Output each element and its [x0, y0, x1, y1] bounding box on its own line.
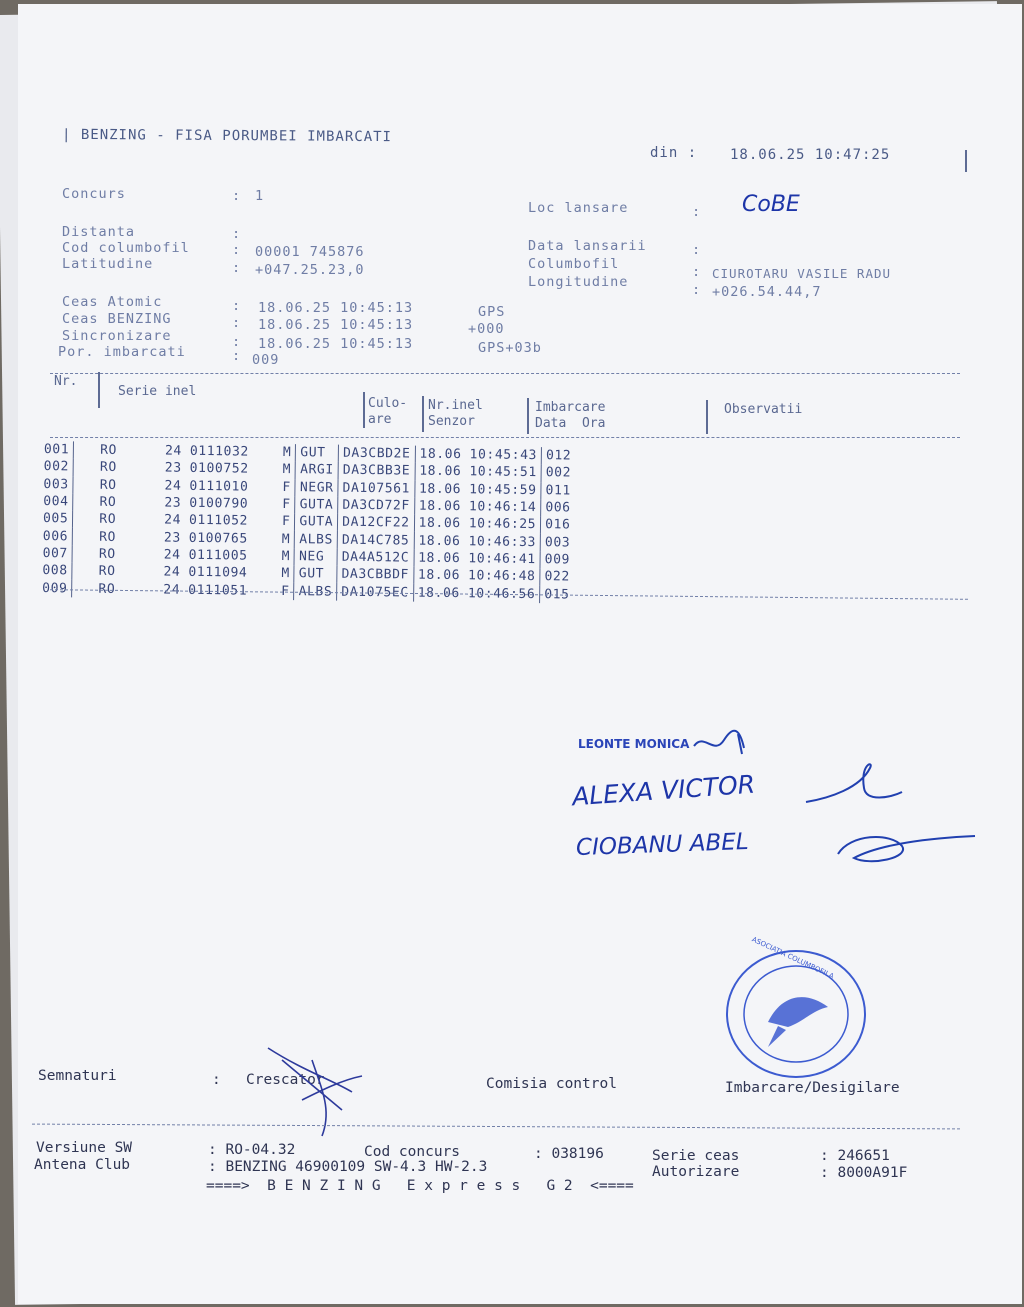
cell-year: 24	[163, 547, 181, 563]
signature-scribble-3	[830, 824, 980, 874]
col-divider	[527, 398, 529, 434]
cell-time: 10:46:41	[468, 551, 536, 567]
cell-country: RO	[72, 545, 120, 563]
document-page	[18, 4, 1022, 1304]
versiune-sw-value: : RO-04.32	[208, 1142, 296, 1158]
cell-time: 10:46:14	[468, 499, 537, 516]
cell-time: 10:46:48	[468, 568, 536, 585]
cell-country: RO	[74, 441, 122, 459]
cod-concurs-value: : 038196	[534, 1146, 604, 1162]
cell-nr: 002	[43, 459, 70, 475]
cell-date: 18.06	[414, 515, 465, 533]
cell-time: 10:46:33	[468, 533, 537, 550]
imbarcati-sep: :	[232, 348, 242, 364]
cell-year: 23	[163, 530, 181, 546]
autorizare-value: : 8000A91F	[820, 1165, 908, 1181]
cell-color: ALBS	[295, 531, 338, 549]
cell-sensor: DA107561	[338, 479, 415, 497]
cell-ring: 0111051	[188, 582, 248, 599]
cell-country: RO	[73, 493, 121, 511]
col-header-serie: Serie inel	[118, 384, 197, 399]
clock-atomic-value: 18.06.25 10:45:13	[258, 300, 414, 316]
cell-sensor: DA3CBB3E	[338, 462, 415, 480]
table-top-rule	[50, 373, 960, 374]
cell-date: 18.06	[413, 584, 464, 602]
cell-color: NEGR	[295, 479, 338, 497]
cell-time: 10:45:51	[469, 464, 537, 481]
cell-sensor: DA12CF22	[338, 514, 415, 532]
cell-nr: 006	[42, 528, 69, 544]
cell-obs: 002	[541, 464, 575, 482]
cell-obs: 022	[540, 568, 574, 586]
cell-sex: M	[281, 531, 291, 547]
cell-date: 18.06	[414, 480, 465, 498]
cell-ring: 0100790	[189, 495, 249, 512]
clock-atomic-label: Ceas Atomic	[62, 294, 163, 310]
cell-year: 24	[164, 478, 182, 494]
info-longitudine-value: +026.54.44,7	[712, 284, 822, 300]
cell-color: GUT	[294, 565, 337, 583]
printed-name: LEONTE MONICA	[578, 737, 690, 751]
benzing-banner: ====> B E N Z I N G E x p r e s s G 2 <====	[206, 1178, 634, 1194]
signature-scribble-1	[690, 728, 760, 758]
cell-ring: 0111005	[188, 547, 248, 564]
cell-date: 18.06	[415, 463, 466, 481]
clock-benzing-value: 18.06.25 10:45:13	[258, 317, 414, 333]
cell-obs: 016	[541, 516, 575, 534]
cell-color: ARGI	[295, 461, 338, 479]
semnaturi-label: Semnaturi	[38, 1068, 117, 1084]
cell-year: 24	[164, 512, 182, 529]
info-loc-label: Loc lansare	[528, 200, 629, 216]
imbarcati-label: Por. imbarcati	[58, 344, 186, 360]
info-cod-value: 00001 745876	[255, 244, 365, 260]
clock-sync-label: Sincronizare	[62, 328, 172, 344]
cell-time: 10:45:59	[469, 481, 537, 498]
col-header-imbarcare: Imbarcare Data Ora	[535, 400, 606, 431]
cell-time: 10:45:43	[469, 447, 538, 464]
col-header-culoare: Culo- are	[368, 396, 408, 427]
imbarcare-desigilare-label: Imbarcare/Desigilare	[725, 1080, 900, 1096]
cell-sensor: DA4A512C	[337, 548, 414, 566]
cell-date: 18.06	[415, 446, 466, 464]
info-columbofil-value: CIUROTARU VASILE RADU	[712, 266, 892, 281]
cell-year: 24	[164, 443, 182, 459]
cell-ring: 0111010	[189, 478, 249, 495]
clock-benzing-label: Ceas BENZING	[62, 311, 172, 327]
cell-sensor: DA14C785	[337, 531, 414, 549]
antena-club-label: Antena Club	[34, 1157, 131, 1173]
date-value: 18.06.25 10:47:25	[730, 147, 891, 163]
cell-sex: F	[282, 496, 291, 513]
cell-country: RO	[73, 528, 121, 546]
cell-nr: 001	[43, 442, 70, 458]
cell-date: 18.06	[414, 549, 465, 567]
cell-sensor: DA3CBBDF	[337, 566, 414, 584]
cell-time: 10:46:56	[467, 585, 536, 602]
cell-color: GUT	[296, 444, 339, 462]
cell-sex: F	[282, 479, 291, 495]
info-latitudine-label: Latitudine	[62, 256, 154, 272]
info-longitudine-sep: :	[692, 282, 702, 298]
cod-concurs-label: Cod concurs	[364, 1144, 461, 1160]
cell-sensor: DA1075EC	[337, 583, 414, 601]
cell-obs: 006	[541, 499, 575, 517]
imbarcati-value: 009	[252, 352, 280, 368]
info-latitudine-sep: :	[232, 260, 242, 276]
cell-sex: M	[282, 462, 292, 478]
club-stamp	[726, 935, 866, 1078]
col-header-nr: Nr.	[54, 374, 78, 389]
cell-sensor: DA3CBD2E	[338, 445, 415, 463]
header-bar	[965, 150, 967, 172]
cell-country: RO	[72, 580, 120, 598]
col-divider	[422, 396, 424, 432]
col-divider	[98, 372, 100, 408]
cell-color: GUTA	[295, 513, 338, 531]
signature-name-2: CIOBANU ABEL	[575, 828, 750, 862]
cell-year: 24	[163, 582, 181, 598]
cell-obs: 012	[541, 447, 575, 465]
cell-time: 10:46:25	[468, 516, 537, 533]
cell-country: RO	[73, 511, 121, 529]
info-columbofil-label: Columbofil	[528, 256, 620, 272]
cell-obs: 003	[540, 534, 574, 552]
cell-obs: 015	[540, 585, 574, 603]
cell-ring: 0100765	[188, 530, 248, 547]
cell-nr: 003	[43, 476, 69, 493]
cell-date: 18.06	[413, 567, 464, 585]
signature-name-1: ALEXA VICTOR	[571, 769, 757, 812]
cell-obs: 009	[540, 551, 574, 569]
clock-atomic-extra: GPS	[478, 304, 506, 320]
cell-date: 18.06	[414, 532, 465, 550]
cell-year: 23	[164, 460, 182, 477]
document-title: | BENZING - FISA PORUMBEI IMBARCATI	[61, 126, 393, 146]
info-latitudine-value: +047.25.23,0	[255, 262, 365, 278]
info-data-lansarii-label: Data lansarii	[528, 238, 647, 254]
cell-color: NEG	[294, 548, 337, 566]
date-label: din :	[650, 145, 698, 161]
clock-benzing-extra: +000	[468, 321, 505, 337]
cell-sex: F	[281, 514, 291, 530]
info-loc-sep: :	[692, 204, 702, 220]
cell-sex: M	[281, 548, 291, 564]
cell-ring: 0111052	[188, 513, 249, 529]
info-concurs-value: 1	[255, 188, 265, 204]
antena-club-value: : BENZING 46900109 SW-4.3 HW-2.3	[208, 1159, 488, 1175]
col-header-inel-senzor: Nr.inel Senzor	[428, 398, 483, 429]
info-cod-label: Cod columbofil	[62, 240, 190, 256]
comisia-label: Comisia control	[486, 1076, 617, 1092]
cell-sensor: DA3CD72F	[338, 497, 415, 515]
clock-sync-sep: :	[232, 334, 242, 350]
cell-country: RO	[73, 476, 121, 494]
rings-table	[38, 441, 575, 603]
loc-handwritten: CoBE	[742, 192, 800, 217]
stamp-text: ASOCIATIA COLUMBOFILA	[750, 935, 836, 981]
cell-country: RO	[72, 562, 120, 580]
info-cod-sep: :	[232, 242, 242, 258]
cell-ring: 0111094	[188, 565, 248, 581]
cell-sex: M	[281, 566, 290, 582]
col-divider	[706, 400, 708, 434]
cell-color: ALBS	[294, 582, 337, 600]
cell-year: 23	[164, 495, 182, 511]
cell-ring: 0111032	[189, 443, 249, 460]
clock-sync-value: 18.06.25 10:45:13	[258, 336, 414, 352]
cell-date: 18.06	[414, 497, 465, 515]
clock-benzing-sep: :	[232, 315, 242, 331]
info-longitudine-label: Longitudine	[528, 274, 629, 290]
cell-nr: 009	[42, 580, 68, 596]
col-header-observatii: Observatii	[724, 402, 803, 417]
versiune-sw-label: Versiune SW	[36, 1140, 133, 1156]
cell-country: RO	[73, 459, 121, 477]
cell-sex: F	[281, 583, 290, 599]
autorizare-label: Autorizare	[652, 1164, 740, 1180]
cell-nr: 004	[43, 494, 69, 510]
info-columbofil-sep: :	[692, 264, 702, 280]
semnaturi-sep: :	[212, 1072, 221, 1088]
cell-nr: 005	[42, 511, 69, 527]
cell-nr: 007	[42, 545, 68, 562]
info-concurs-label: Concurs	[62, 186, 126, 202]
cell-sex: M	[282, 445, 292, 461]
col-divider	[363, 392, 365, 428]
cell-nr: 008	[42, 563, 68, 579]
cell-year: 24	[163, 564, 181, 580]
info-distanta-sep: :	[232, 226, 242, 242]
cell-color: GUTA	[295, 496, 338, 514]
table-header-rule	[50, 437, 960, 438]
info-distanta-label: Distanta	[62, 224, 136, 240]
crescator-label: Crescator	[246, 1072, 325, 1088]
serie-ceas-value: : 246651	[820, 1148, 890, 1164]
clock-atomic-sep: :	[232, 298, 242, 314]
serie-ceas-label: Serie ceas	[652, 1148, 740, 1164]
cell-ring: 0100752	[189, 461, 249, 477]
info-data-lansarii-sep: :	[692, 242, 702, 258]
cell-obs: 011	[541, 482, 575, 500]
signature-scribble-2	[800, 758, 910, 818]
clock-sync-extra: GPS+03b	[478, 340, 542, 356]
info-concurs-sep: :	[232, 188, 242, 204]
